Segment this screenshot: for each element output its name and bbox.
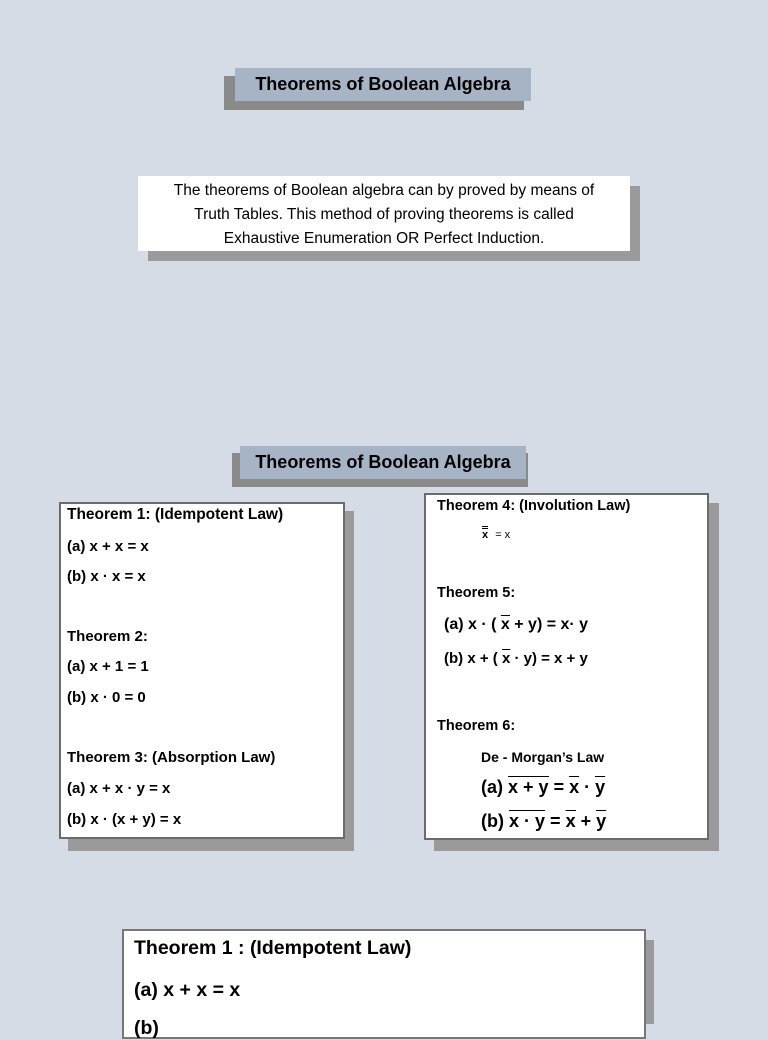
theorem-3-heading: Theorem 3: (Absorption Law): [67, 749, 276, 766]
idempotent-law-card: [122, 929, 646, 1039]
de-morgan-a-label: (a): [481, 777, 503, 797]
theorem-5-a-suffix: + y) = x· y: [509, 616, 589, 633]
de-morgan-b-lhs: x · y: [509, 811, 546, 831]
theorem-5-b: [444, 650, 588, 667]
page-title: Theorems of Boolean Algebra: [235, 68, 531, 101]
theorem-5-a: [444, 616, 588, 634]
theorem-4-heading: Theorem 4: (Involution Law): [437, 498, 631, 514]
intro-text-box: [138, 176, 630, 251]
de-morgan-b-plus: +: [580, 811, 592, 831]
theorem-2-a: (a) x + 1 = 1: [67, 658, 149, 675]
theorem-5-heading: Theorem 5:: [437, 585, 516, 601]
de-morgan-a-x: $\overline{x}$: [569, 777, 580, 797]
section-title: Theorems of Boolean Algebra: [240, 446, 526, 479]
intro-line: Exhaustive Enumeration OR Perfect Induction.: [223, 230, 545, 247]
theorem-4-x: x: [482, 529, 489, 541]
de-morgan-a-eq: =: [553, 777, 565, 797]
de-morgan-b-x: $\overline{x}$: [565, 811, 576, 831]
theorem-5-b-suffix: · y) = x + y: [510, 650, 588, 667]
bottom-heading: Theorem 1 : (Idempotent Law): [134, 937, 412, 959]
theorem-3-b: (b) x · (x + y) = x: [67, 811, 182, 828]
bottom-b: (b): [134, 1017, 159, 1039]
de-morgan-subtitle: De - Morgan’s Law: [481, 749, 605, 765]
de-morgan-b-eq: =: [550, 811, 561, 831]
de-morgan-b: [481, 811, 606, 832]
theorem-3-a: (a) x + x · y = x: [67, 780, 171, 797]
theorem-5-b-prefix: (b) x + (: [444, 650, 498, 667]
theorem-5-a-bar: $\overline{x}$: [500, 616, 510, 633]
de-morgan-b-y: $\overline{y}$: [596, 811, 607, 831]
theorem-2-b: (b) x · 0 = 0: [67, 689, 146, 706]
bottom-a: (a) x + x = x: [134, 979, 241, 1001]
theorems-4-6-card: [424, 493, 709, 840]
intro-line: The theorems of Boolean algebra can by proved by means of: [173, 182, 595, 199]
theorem-4-formula: [482, 526, 510, 541]
theorem-6-heading: Theorem 6:: [437, 718, 516, 734]
intro-line: Truth Tables. This method of proving theorems is called: [194, 206, 574, 223]
de-morgan-a-dot: ·: [584, 777, 591, 797]
de-morgan-a: [481, 777, 605, 798]
theorem-5-b-bar: $\overline{x}$: [501, 650, 511, 667]
de-morgan-b-label: (b): [481, 811, 504, 831]
theorem-5-a-prefix: (a) x · (: [444, 616, 497, 633]
de-morgan-a-lhs: x + y: [508, 777, 549, 797]
theorem-1-b: (b) x · x = x: [67, 568, 146, 585]
theorem-1-a: (a) x + x = x: [67, 538, 149, 555]
theorem-2-heading: Theorem 2:: [67, 628, 148, 645]
de-morgan-a-y: $\overline{y}$: [595, 777, 606, 797]
theorems-1-3-card: [59, 502, 345, 839]
theorem-1-heading: Theorem 1: (Idempotent Law): [67, 506, 284, 523]
theorem-4-rhs: = x: [495, 529, 511, 541]
